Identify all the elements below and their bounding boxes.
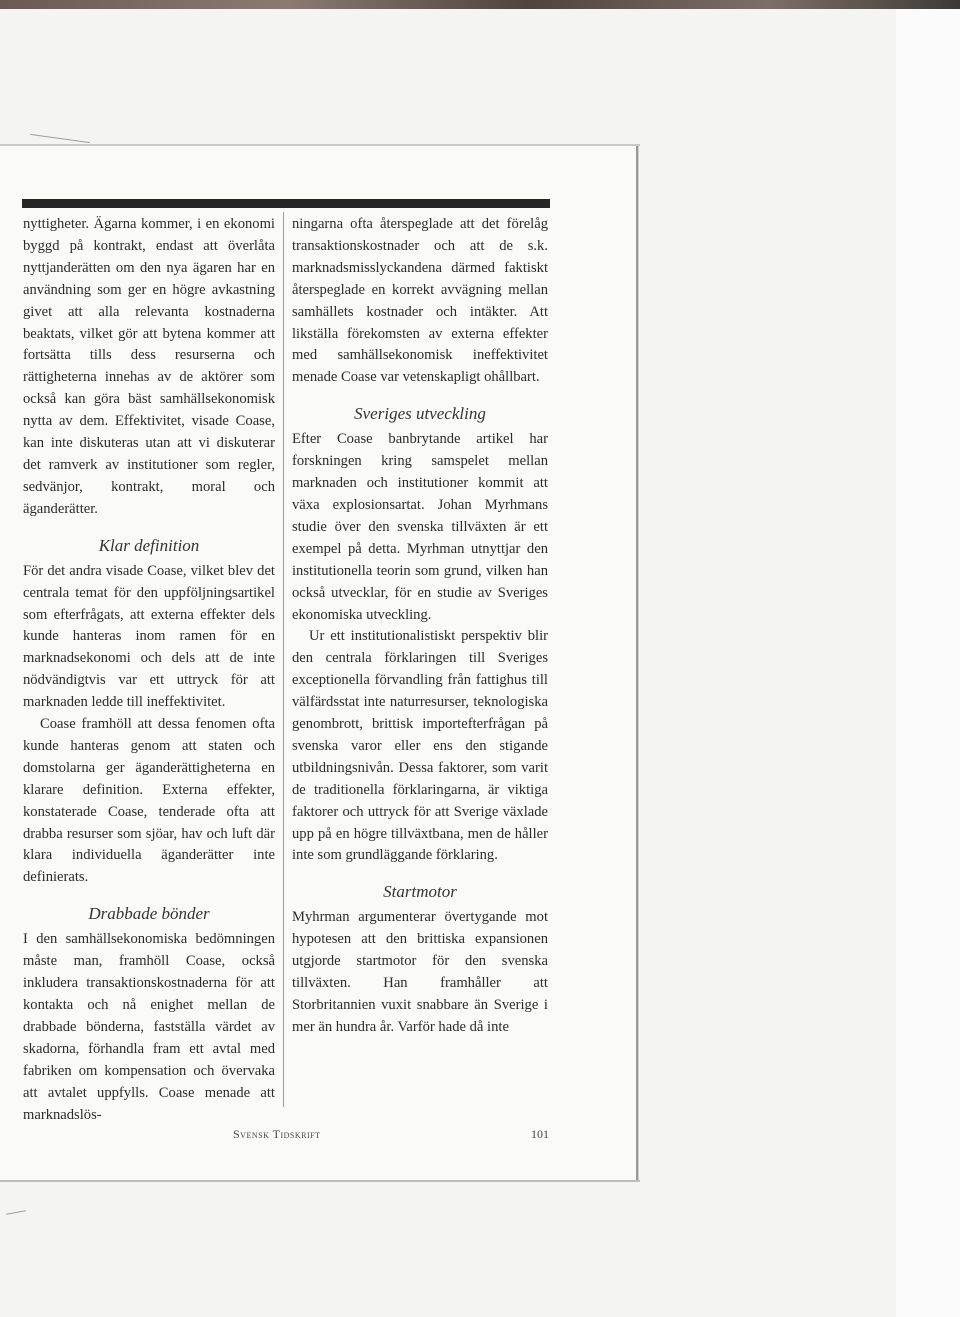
section-heading: Sveriges utveckling [354,404,486,424]
page-top-edge [0,144,640,146]
paragraph: Myhrman argumenterar övertygande mot hypotesen att den brittiska expansionen utgjorde startmotor för den svenska tillväxten. Han framhåller att Storbritannien vuxit snabbare än Sverige i mer än hundra år. Varför hade då inte [292,909,548,1035]
paragraph: I den samhällsekonomiska bedömningen måste man, framhöll Coase, också inkludera transaktionskostnaderna för att kontakta och nå enighet mellan de drabbade bönderna, fastställa värdet av skadorna, förhandla fram ett avtal med fabriken om kompensation och övervaka att avtalet uppfylls. Coase menade att marknadslös- [23,931,275,1123]
paragraph: Ur ett institutionalistiskt perspektiv blir den centrala förklaringen till Sveriges exceptionella förvandling från fattighus till välfärdsstat inte naturresurser, teknologiska genombrott, brittisk importefterfrågan på svenska varor eller ens den stigande utbildningsnivån. Dessa faktorer, som varit de traditionella förklaringarna, är viktiga faktorer och uttryck för att Sverige växlade upp på en högre tillväxtbana, men de håller inte som grundläggande förklaring. [292,628,548,864]
header-rule [22,199,550,208]
section-heading: Drabbade bönder [88,904,210,924]
right-column [292,214,548,1039]
scan-mark [30,134,90,143]
page-bottom-edge [0,1180,640,1182]
paragraph: Coase framhöll att dessa fenomen ofta kunde hanteras genom att staten och domstolarna ger äganderättigheterna en klarare definition. Externa effekter, konstaterade Coase, tenderade ofta att drabba resurser som sjöar, hav och luft där klara individuella äganderätter inte definierats. [23,716,275,886]
section-heading: Klar definition [98,535,200,555]
journal-name: Svensk Tidskrift [233,1127,321,1141]
paragraph: nyttigheter. Ägarna kommer, i en ekonomi byggd på kontrakt, endast att överlåta nyttjanderätten om den nya ägaren har en användning som ger en högre avkastning givet att alla relevanta kostnaderna beaktats, vilket gör att bytena kommer att fortsätta tills dess resurserna och rättigheterna innehas av de aktörer som också kan göra bäst samhällsekonomisk nytta av dem. Effektivitet, visade Coase, kan inte diskuteras utan att vi diskuterar det ramverk av institutioner som regler, sedvänjor, kontrakt, moral och äganderätter. [23,216,275,517]
section-heading: Startmotor [383,882,457,902]
paragraph: ningarna ofta återspeglade att det förelåg transaktionskostnader och att de s.k. marknadsmisslyckandena därmed faktiskt återspeglade en korrekt avvägning mellan samhällets kostnader och intäkter. Att likställa förekomsten av externa effekter med samhällsekonomisk ineffektivitet menade Coase var vetenskapligt ohållbart. [292,216,548,386]
scan-top-edge [0,0,960,9]
left-column [23,214,275,1126]
paragraph: För det andra visade Coase, vilket blev det centrala temat för den uppföljningsartikel som efterfrågats, att externa effekter dels kunde hanteras inom ramen för en marknadsekonomi och dels att de inte nödvändigtvis var ett uttryck för att marknaden ledde till ineffektivitet. [23,562,275,711]
scan-background [896,9,960,1317]
paragraph: Efter Coase banbrytande artikel har forskningen kring samspelet mellan marknaden och institutioner kommit att växa explosionsartat. Johan Myrhmans studie över den svenska tillväxten är ett exempel på detta. Myrhman utnyttjar den institutionella teorin som grund, vilken han också utvecklar, för en studie av Sveriges ekonomiska utveckling. [292,431,548,623]
page-number: 101 [531,1127,549,1141]
column-divider [283,212,284,1107]
scan-mark [6,1210,26,1214]
